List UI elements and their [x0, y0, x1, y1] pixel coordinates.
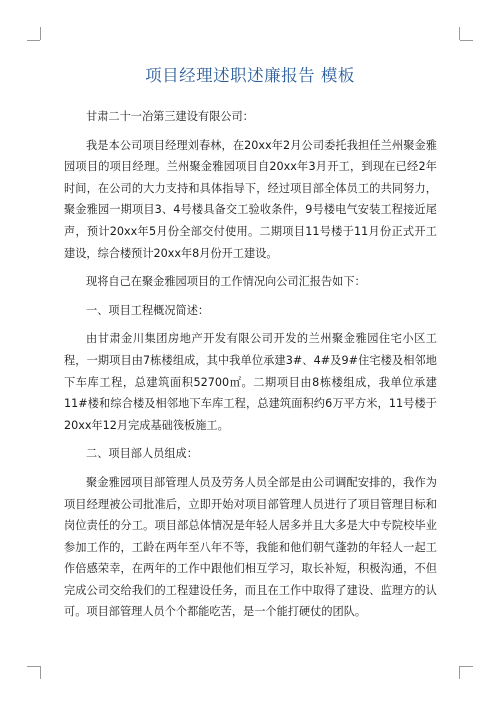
crop-mark-top-right-v	[459, 27, 460, 40]
crop-mark-bottom-left-h	[27, 666, 40, 667]
crop-mark-top-left-h	[27, 40, 40, 41]
crop-mark-bottom-right-h	[460, 666, 473, 667]
salutation: 甘肃二十一冶第三建设有限公司：	[86, 110, 254, 123]
document-title: 项目经理述职述廉报告 模板	[145, 66, 355, 85]
paragraph-report-lead: 现将自己在聚金雅园项目的工作情况向公司汇报告如下：	[86, 275, 366, 289]
paragraph-staff: 聚金雅园项目部管理人员及劳务人员全部是由公司调配安排的，我作为项目经理被公司批准后，立即开始对项目部管理人员进行了项目管理目标和岗位责任的分工。项目部总体情况是年轻人居多并且大多是大中专院校毕业参加工作的，工龄在两年至八年不等，我能和他们朝气蓬勃的年轻人一起工作倍感荣幸，在两年的工作中跟他们相互学习，取长补短，积极沟通，不但完成公司交给我们的工程建设任务，而且在工作中取得了建设、监理方的认可。项目部管理人员个个都能吃苦，是一个能打硬仗的团队。	[64, 475, 437, 619]
crop-mark-top-right-h	[460, 40, 473, 41]
section-heading-overview: 一、项目工程概况简述：	[86, 303, 210, 317]
paragraph-overview: 由甘肃金川集团房地产开发有限公司开发的兰州聚金雅园住宅小区工程，一期项目由7栋楼组成，其中我单位承建3#、4#及9#住宅楼及相邻地下车库工程，总建筑面积52700㎡。二期项目由8栋楼组成，我单位承建11#楼和综合楼及相邻地下车库工程，总建筑面积约6万平方米，11号楼于20xx年12月完成基础筏板施工。	[64, 332, 437, 432]
document-body	[64, 106, 437, 630]
crop-mark-top-left-v	[40, 27, 41, 40]
crop-mark-bottom-left-v	[40, 666, 41, 679]
section-heading-staff: 二、项目部人员组成：	[86, 447, 198, 461]
crop-mark-bottom-right-v	[459, 666, 460, 679]
paragraph-intro: 我是本公司项目经理刘春林，在20xx年2月公司委托我担任兰州聚金雅园项目的项目经理。兰州聚金雅园项目自20xx年3月开工，到现在已经2年时间，在公司的大力支持和具体指导下，经过项目部全体员工的共同努力，聚金雅园一期项目3、4号楼具备交工验收条件，9号楼电气安装工程接近尾声，预计20xx年5月份全部交付使用。二期项目11号楼于11月份正式开工建设，综合楼预计20xx年8月份开工建设。	[64, 138, 437, 260]
